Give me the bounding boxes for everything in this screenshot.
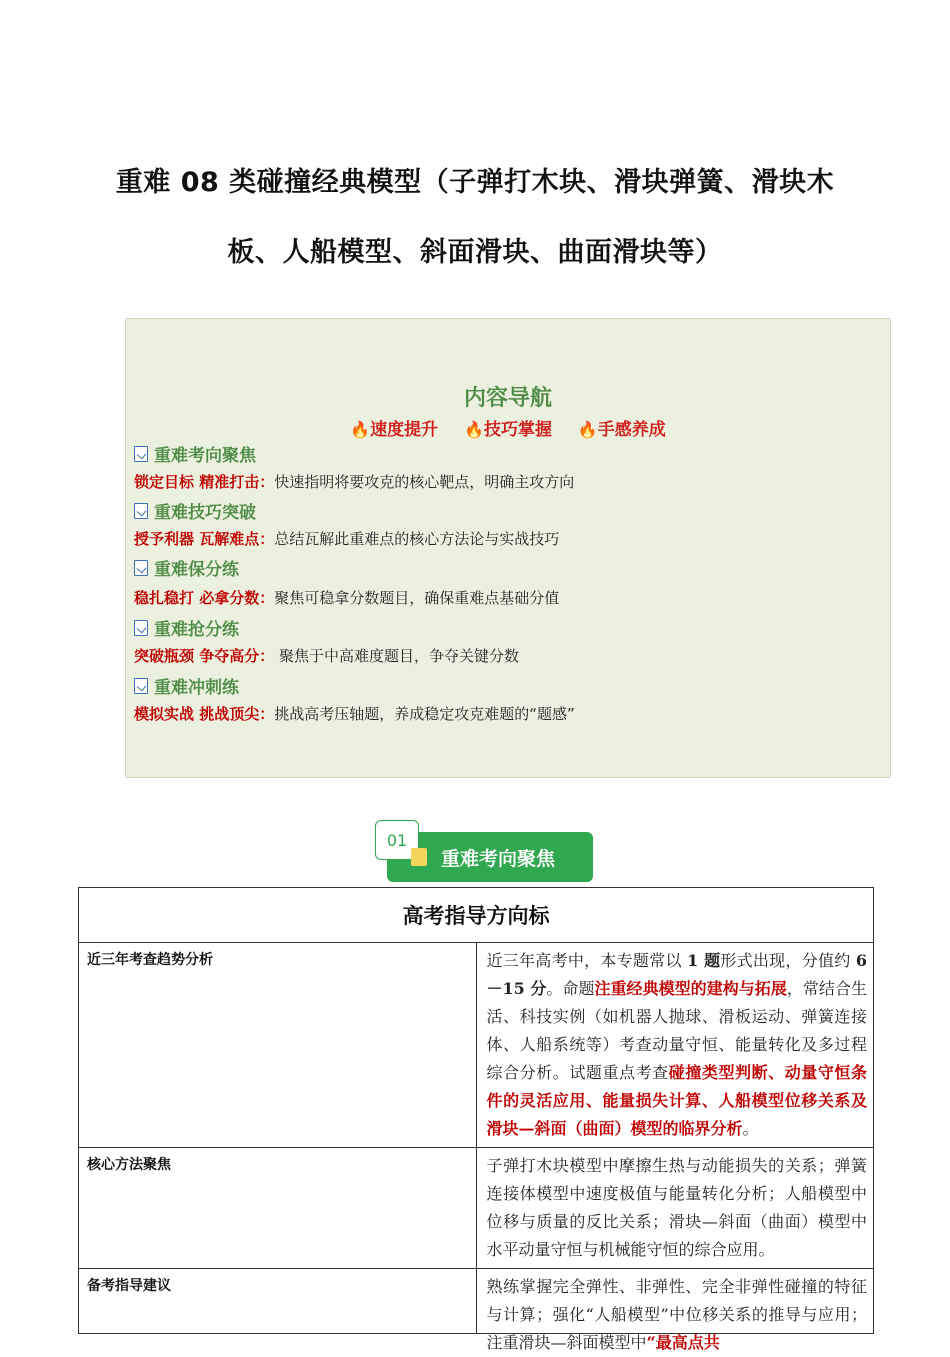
nav-tag: 🔥手感养成 — [577, 420, 666, 440]
text-segment: 6－15 分 — [486, 951, 867, 998]
table-row — [79, 1148, 874, 1269]
nav-section-description: 突破瓶颈 争夺高分： 聚焦于中高难度题目，争夺关键分数 — [134, 647, 520, 665]
row-value — [476, 1269, 874, 1352]
nav-heading: 内容导航 — [463, 386, 552, 411]
row-key: 近三年考查趋势分析 — [79, 943, 477, 1148]
document-check-icon — [134, 446, 148, 462]
nav-section-heading[interactable]: 重难保分练 — [134, 555, 239, 580]
badge-square-icon — [411, 848, 427, 866]
row-key: 备考指导建议 — [79, 1269, 477, 1334]
text-segment: 1 题 — [687, 951, 721, 970]
nav-section-description: 授予利器 瓦解难点：总结瓦解此重难点的核心方法论与实战技巧 — [134, 530, 560, 548]
section-badge-label: 重难考向聚焦 — [441, 848, 556, 870]
table-row — [79, 1269, 874, 1334]
row-value — [476, 943, 874, 1148]
row-value — [476, 1148, 874, 1269]
row-key: 核心方法聚焦 — [79, 1148, 477, 1269]
document-check-icon — [134, 620, 148, 636]
text-segment: 注重经典模型的建构与拓展 — [594, 979, 787, 998]
fire-icon: 🔥 — [350, 420, 371, 439]
fire-icon: 🔥 — [577, 420, 598, 439]
text-segment: “最高点共 — [646, 1333, 720, 1352]
document-check-icon — [134, 560, 148, 576]
text-segment: 近三年高考中，本专题常以 — [486, 951, 688, 970]
section-number: 01 — [375, 820, 419, 860]
nav-section-description: 模拟实战 挑战顶尖：挑战高考压轴题，养成稳定攻克难题的“题感” — [134, 705, 575, 723]
nav-section-heading[interactable]: 重难考向聚焦 — [134, 441, 256, 466]
nav-section-description: 稳扎稳打 必拿分数：聚焦可稳拿分数题目，确保重难点基础分值 — [134, 589, 560, 607]
text-segment: 形式出现，分值约 — [720, 951, 856, 970]
nav-section-heading[interactable]: 重难技巧突破 — [134, 498, 256, 523]
nav-section-heading[interactable]: 重难冲刺练 — [134, 673, 239, 698]
nav-tag: 🔥速度提升 — [350, 420, 439, 440]
text-segment: ，常结合生活、科技实例（如机器人抛球、滑板运动、弹簧连接体、人船系统等）考查动量守恒、能量转化及多过程综合分析。试题重点考查 — [486, 979, 867, 1082]
page-title-line-1: 重难 08 类碰撞经典模型（子弹打木块、滑块弹簧、滑块木 — [115, 167, 835, 198]
row-value-clip — [486, 1273, 868, 1352]
guidance-table — [78, 887, 874, 1352]
text-segment: 熟练掌握完全弹性、非弹性、完全非弹性碰撞的特征与计算；强化“人船模型”中位移关系的推导与应用；注重滑块—斜面模型中 — [486, 1277, 867, 1352]
document-check-icon — [134, 678, 148, 694]
text-segment: 子弹打木块模型中摩擦生热与动能损失的关系；弹簧连接体模型中速度极值与能量转化分析；人船模型中位移与质量的反比关系；滑块—斜面（曲面）模型中水平动量守恒与机械能守恒的综合应用。 — [486, 1156, 867, 1259]
page-title-line-2: 板、人船模型、斜面滑块、曲面滑块等） — [227, 237, 723, 268]
nav-section-heading[interactable]: 重难抢分练 — [134, 615, 239, 640]
text-segment: 。命题 — [546, 979, 595, 998]
nav-section-description: 锁定目标 精准打击：快速指明将要攻克的核心靶点，明确主攻方向 — [134, 473, 575, 491]
document-check-icon — [134, 503, 148, 519]
content-navigation-panel — [125, 318, 891, 778]
nav-tag: 🔥技巧掌握 — [464, 420, 552, 440]
nav-tags — [126, 415, 890, 440]
text-segment: 碰撞类型判断、动量守恒条件的灵活应用、能量损失计算、人船模型位移关系及滑块—斜面（曲面）模型的临界分析 — [486, 1063, 867, 1138]
fire-icon: 🔥 — [464, 420, 484, 439]
section-badge — [387, 832, 593, 882]
table-header: 高考指导方向标 — [79, 888, 874, 943]
table-row — [79, 943, 874, 1148]
text-segment: 。 — [742, 1119, 759, 1138]
